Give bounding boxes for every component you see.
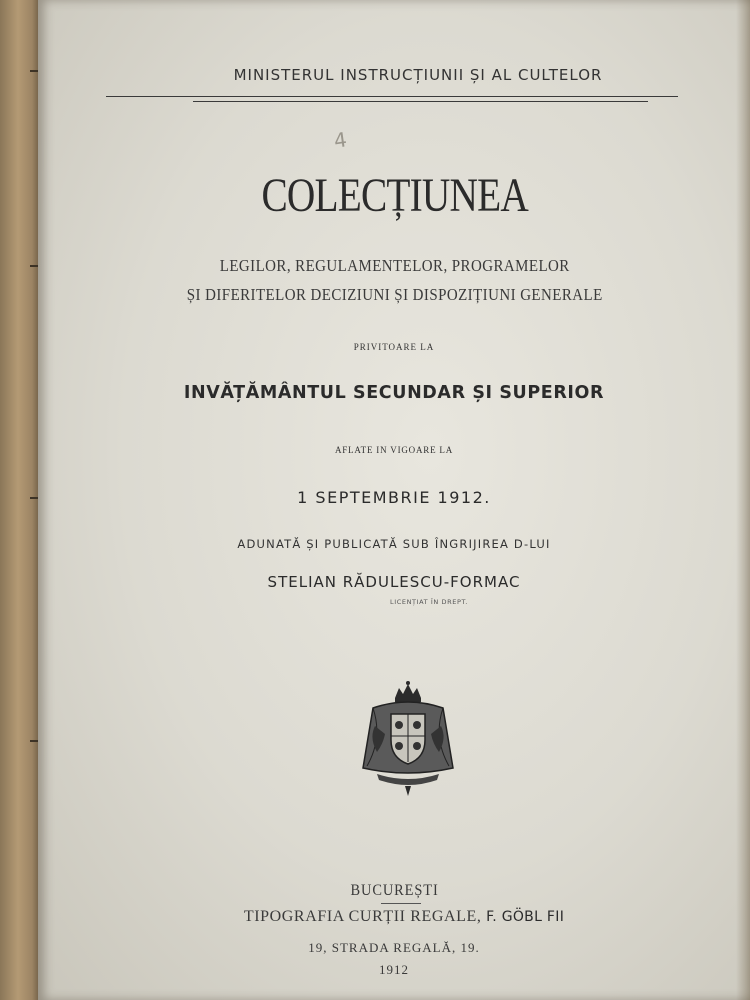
header-rule — [106, 96, 678, 97]
page-edge-shadow — [736, 0, 750, 1000]
press-name: TIPOGRAFIA CURȚII REGALE, — [243, 908, 482, 925]
effective-date: 1 SEPTEMBRIE 1912. — [297, 488, 491, 507]
title-page — [38, 0, 750, 1000]
header-rule-thin — [193, 101, 648, 102]
author-name: STELIAN RĂDULESCU-FORMAC — [267, 573, 521, 591]
ministry-header: MINISTERUL INSTRUCȚIUNII ȘI AL CULTELOR — [233, 66, 603, 84]
imprint-year: 1912 — [379, 962, 409, 977]
aflate-label: AFLATE IN VIGOARE LA — [334, 445, 454, 455]
imprint-city: BUCUREȘTI — [350, 882, 439, 899]
compiled-by-line: ADUNATĂ ȘI PUBLICATĂ SUB ÎNGRIJIREA D-LUI — [237, 537, 551, 551]
subtitle-line-1: LEGILOR, REGULAMENTELOR, PROGRAMELOR — [219, 256, 570, 275]
book-spine — [0, 0, 40, 1000]
privitoare-label: PRIVITOARE LA — [353, 342, 435, 352]
author-credential: LICENȚIAT ÎN DREPT. — [390, 598, 468, 606]
subject-heading: INVĂȚĂMÂNTUL SECUNDAR ȘI SUPERIOR — [183, 383, 605, 403]
subtitle-line-2: ȘI DIFERITELOR DECIZIUNI ȘI DISPOZIȚIUNI GENERALE — [186, 285, 603, 304]
pencil-mark: 4 — [332, 127, 349, 153]
press-firm: F. GÖBL FII — [486, 909, 565, 925]
book-title: COLECȚIUNEA — [261, 169, 528, 222]
imprint-rule — [381, 903, 421, 904]
royal-coat-of-arms-icon — [353, 678, 463, 798]
imprint-press — [38, 908, 750, 926]
imprint-street: 19, STRADA REGALĂ, 19. — [308, 940, 480, 955]
